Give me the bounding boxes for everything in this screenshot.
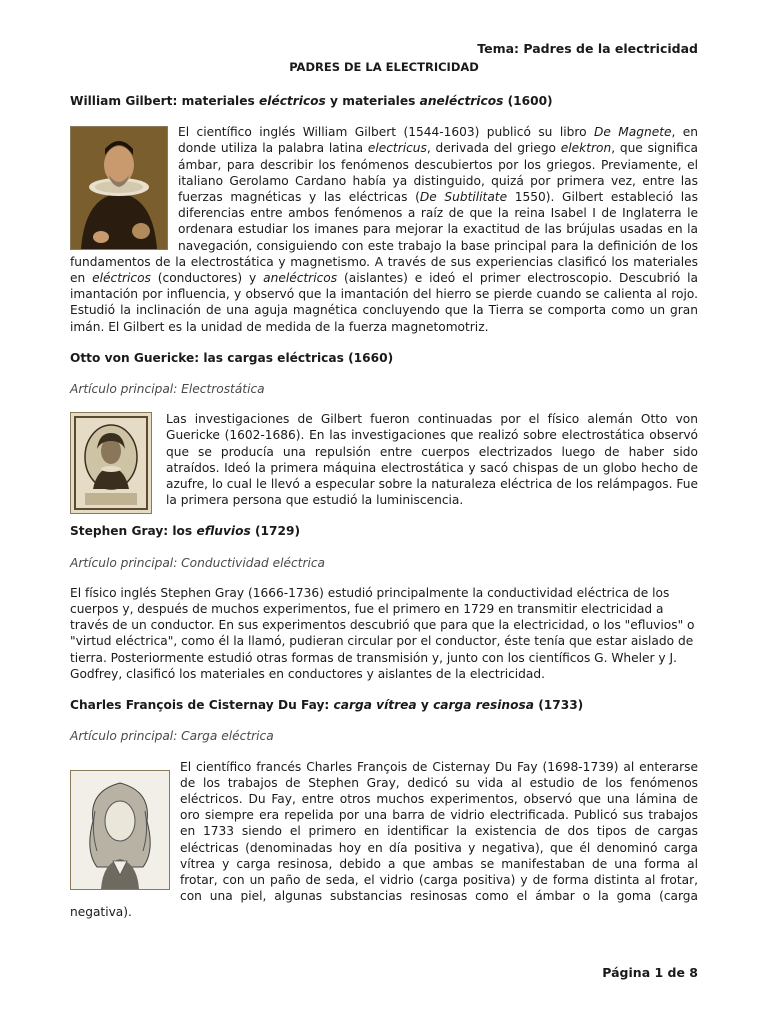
document-title: PADRES DE LA ELECTRICIDAD — [289, 60, 479, 74]
text-run: (conductores) y — [150, 271, 264, 286]
text-run: Las investigaciones de Gilbert fueron continuadas por el físico alemán Otto von Guericke (1602-1686). En las investigaciones que realizó sobre electrostática observó que se producía una repulsión entre cuerpos electrizados luego de haber sido atraídos. Ideó la primera máquina electrostática y sacó chispas de un globo hecho de azufre, lo cual le llevó a especular sobre la naturaleza eléctrica de los relámpagos. Fue la primera persona que estudió la luminiscencia. — [166, 412, 698, 508]
text-run: William Gilbert: materiales — [70, 94, 259, 108]
text-run: (aislantes) e ideó el primer electroscopio. Descubrió la imantación por influencia, y observó que la imantación del hierro se pierde cuando se calienta al rojo. Estudió la inclinación de una aguja magnética concluyendo que la Tierra se comporta como un gran imán. El Gilbert es la unidad de medida de la fuerza magnetomotriz. — [70, 271, 698, 334]
page-number: Página 1 de 8 — [602, 965, 698, 980]
text-run: , derivada del griego — [426, 141, 561, 156]
italic-text-run: carga resinosa — [433, 698, 534, 713]
italic-text-run: De Subtilitate — [419, 190, 508, 205]
text-run: y — [416, 698, 434, 713]
section-text-gray — [70, 586, 695, 681]
portrait-otto-von-guericke — [70, 412, 152, 514]
text-run: , en donde utiliza la palabra latina — [178, 125, 698, 156]
text-run: Charles François de Cisternay Du Fay: — [70, 698, 334, 713]
italic-text-run: aneléctricos — [263, 271, 338, 286]
article-link-electrostatica[interactable]: Artículo principal: Electrostática — [70, 382, 265, 397]
italic-text-run: aneléctricos — [419, 94, 504, 108]
italic-text-run: carga vítrea — [333, 698, 417, 713]
section-body-dufay — [70, 759, 698, 921]
section-text-guericke — [166, 412, 698, 507]
section-body-gray — [70, 585, 698, 682]
section-heading-gilbert — [70, 93, 698, 109]
section-heading-gray — [70, 523, 698, 539]
text-run: El científico inglés William Gilbert (1544-1603) publicó su libro — [178, 125, 594, 140]
italic-text-run: electricus — [367, 141, 427, 156]
article-link-conductividad[interactable]: Artículo principal: Conductividad eléctrica — [70, 555, 326, 570]
document-topic: Tema: Padres de la electricidad — [477, 41, 698, 56]
portrait-william-gilbert — [70, 126, 168, 250]
article-link-carga-electrica[interactable]: Artículo principal: Carga eléctrica — [70, 729, 274, 744]
text-run: El físico inglés Stephen Gray (1666-1736) estudió principalmente la conductividad eléctrica de los cuerpos y, después de muchos experimentos, fue el primero en 1729 en transmitir electricidad a través de un conductor. En sus experimentos descubrió que para que la electricidad, o los "efluvios" o "virtud eléctrica", como él la llamó, pudieran circular por el conductor, éste tenía que estar aislado de tierra. Posteriormente estudió otras formas de transmisión y, junto con los científicos G. Wheler y J. Godfrey, clasificó los materiales en conductores y aislantes de la electricidad. — [70, 585, 695, 681]
text-run: 1550). Gilbert estableció las diferencias entre ambos fenómenos a raíz de que la reina Isabel I de Inglaterra le ordenara estudiar los imanes para mejorar la exactitud de las brújulas usadas en la navegación, consiguiendo con este trabajo la base principal para la definición de los fundamentos de la electrostática y magnetismo. A través de sus experiencias clasificó los materiales en — [70, 190, 698, 286]
section-body-gilbert — [70, 124, 698, 335]
italic-text-run: eléctricos — [259, 94, 326, 108]
document-body — [70, 93, 698, 936]
text-run: , que significa ámbar, para describir los fenómenos descubiertos por los griegos. Previamente, el italiano Gerolamo Cardano había ya distinguido, quizá por primera vez, entre las fuerzas magnéticas y las eléctricas ( — [178, 141, 698, 205]
text-run: (1729) — [250, 524, 301, 539]
text-run: Stephen Gray: los — [70, 524, 197, 539]
section-heading-guericke — [70, 350, 698, 366]
text-run: Otto von Guericke: las cargas eléctricas (1660) — [70, 350, 394, 365]
text-run: (1600) — [503, 94, 553, 108]
text-run: (1733) — [533, 698, 584, 713]
italic-text-run: efluvios — [196, 524, 251, 539]
text-run: El científico francés Charles François de Cisternay Du Fay (1698-1739) al enterarse de los trabajos de Stephen Gray, dedicó su vida al estudio de los fenómenos eléctricos. Du Fay, entre otros muchos experimentos, observó que una lámina de oro siempre era repelida por una barra de vidrio electrificada. Publicó sus trabajos en 1733 siendo el primero en identificar la existencia de dos tipos de cargas eléctricas (denominadas hoy en día positiva y negativa), que él denominó carga vítrea y carga resinosa, debido a que ambas se manifestaban de una forma al frotar, con un paño de seda, el vidrio (carga positiva) y de forma distinta al frotar, con una piel, algunas substancias resinosas como el ámbar o la goma (carga negativa). — [70, 759, 698, 920]
italic-text-run: elektron — [560, 141, 612, 156]
section-body-guericke — [70, 411, 698, 508]
portrait-charles-du-fay — [70, 770, 170, 890]
text-run: y materiales — [325, 94, 420, 108]
section-heading-dufay — [70, 697, 698, 713]
italic-text-run: eléctricos — [92, 271, 151, 286]
italic-text-run: De Magnete — [593, 125, 672, 140]
